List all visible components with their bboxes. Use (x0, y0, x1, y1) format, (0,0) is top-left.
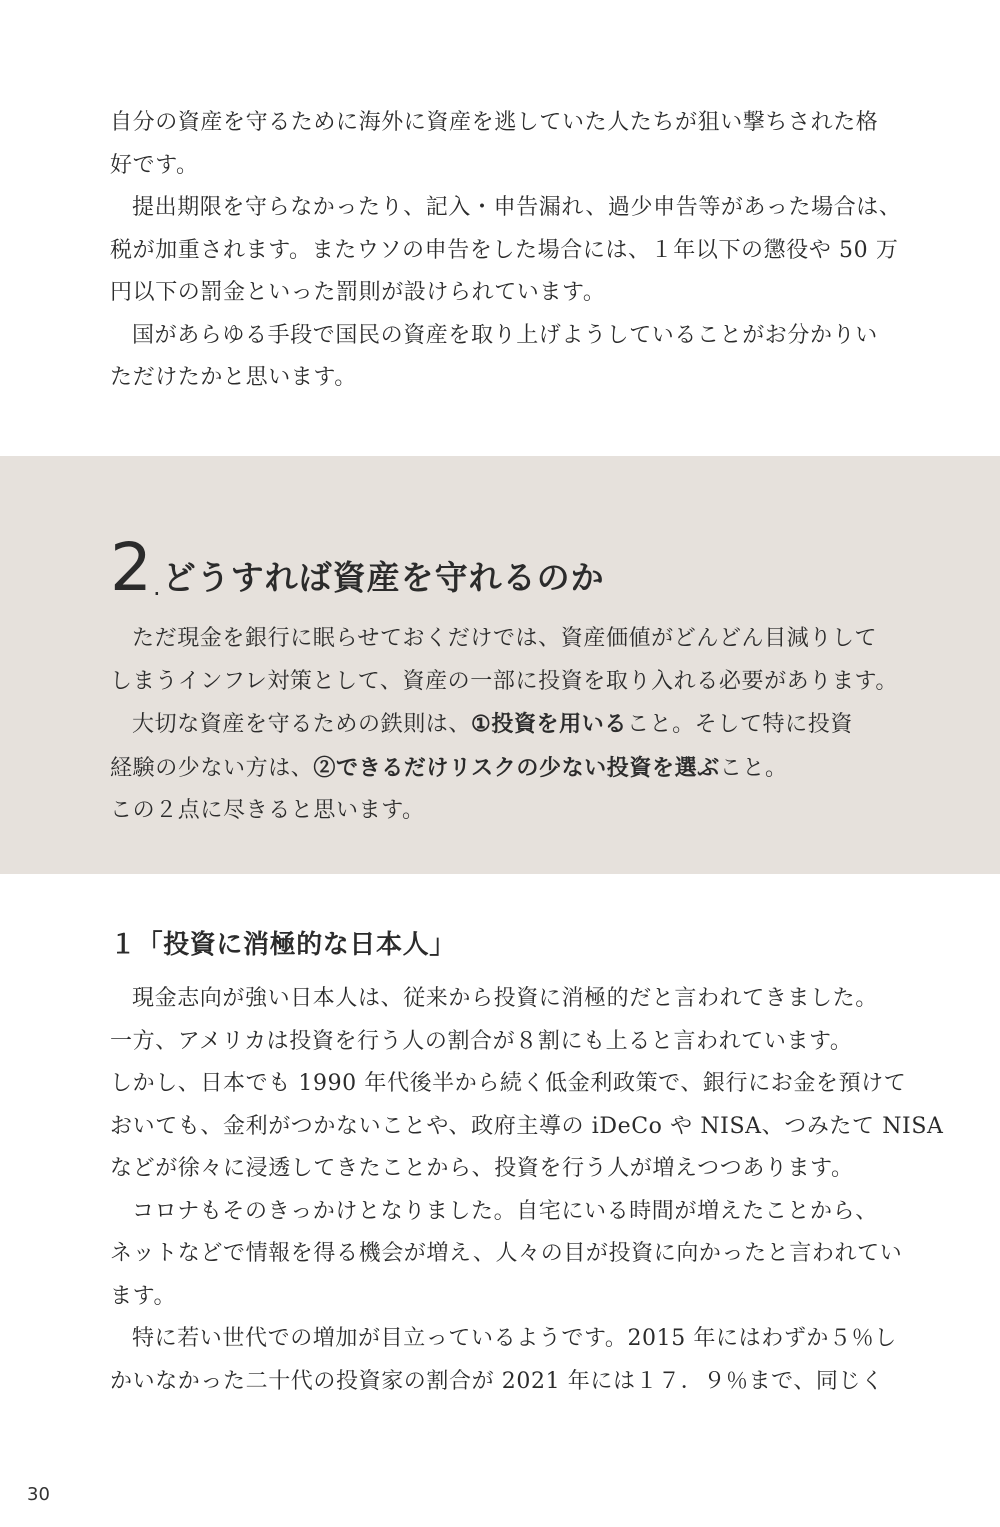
intro-paragraphs (110, 102, 900, 400)
text-line: 提出期限を守らなかったり、記入・申告漏れ、過少申告等があった場合は、 (132, 195, 902, 220)
section-paragraphs (110, 618, 900, 833)
text-line: この２点に尽きると思います。 (110, 798, 425, 823)
page-number: 30 (27, 1484, 50, 1505)
text-segment: 経験の少ない方は、 (110, 755, 314, 781)
text-line: しかし、日本でも 1990 年代後半から続く低金利政策で、銀行にお金を預けて (110, 1071, 907, 1096)
text-line: 自分の資産を守るために海外に資産を逃していた人たちが狙い撃ちされた格 (110, 110, 879, 135)
text-line: 好です。 (110, 152, 199, 178)
section-number: 2 (110, 529, 151, 606)
text-line (110, 703, 900, 747)
bold-emphasis: ②できるだけリスクの少ない投資を選ぶ (313, 754, 720, 781)
section-heading (110, 514, 605, 604)
subsection-heading: １「投資に消極的な日本人」 (110, 930, 456, 960)
text-line: コロナもそのきっかけとなりました。自宅にいる時間が増えたことから、 (132, 1198, 878, 1224)
text-line: 税が加重されます。またウソの申告をした場合には、１年以下の懲役や 50 万 (110, 237, 899, 263)
text-line: 一方、アメリカは投資を行う人の割合が８割にも上ると言われています。 (110, 1028, 853, 1054)
section-title: どうすれば資産を守れるのか (162, 558, 605, 597)
text-line (110, 747, 900, 791)
text-line: ただ現金を銀行に眠らせておくだけでは、資産価値がどんどん目減りして (132, 626, 878, 651)
text-line: しまうインフレ対策として、資産の一部に投資を取り入れる必要があります。 (110, 668, 898, 694)
text-line: 円以下の罰金といった罰則が設けられています。 (110, 280, 606, 305)
text-line: 現金志向が強い日本人は、従来から投資に消極的だと言われてきました。 (132, 986, 878, 1011)
bold-emphasis: ①投資を用いる (471, 711, 627, 737)
text-line: などが徐々に浸透してきたことから、投資を行う人が増えつつあります。 (110, 1156, 854, 1181)
text-line: おいても、金利がつかないことや、政府主導の iDeCo や NISA、つみたて NISA (110, 1113, 944, 1139)
text-line: 特に若い世代での増加が目立っているようです。2015 年にはわずか５％し (132, 1326, 897, 1351)
text-line: かいなかった二十代の投資家の割合が 2021 年には１７．９％まで、同じく (110, 1368, 884, 1394)
section-number-dot: . (153, 573, 161, 601)
text-line: 国があらゆる手段で国民の資産を取り上げようしていることがお分かりい (132, 322, 878, 348)
text-line: ネットなどで情報を得る機会が増え、人々の目が投資に向かったと言われてい (110, 1241, 903, 1266)
text-line: ます。 (110, 1283, 177, 1309)
text-segment: こと。そして特に投資 (626, 712, 853, 737)
text-segment: こと。 (719, 755, 788, 781)
subsection-paragraphs (110, 978, 944, 1403)
text-line: ただけたかと思います。 (110, 365, 357, 390)
text-segment: 大切な資産を守るための鉄則は、 (132, 712, 472, 737)
